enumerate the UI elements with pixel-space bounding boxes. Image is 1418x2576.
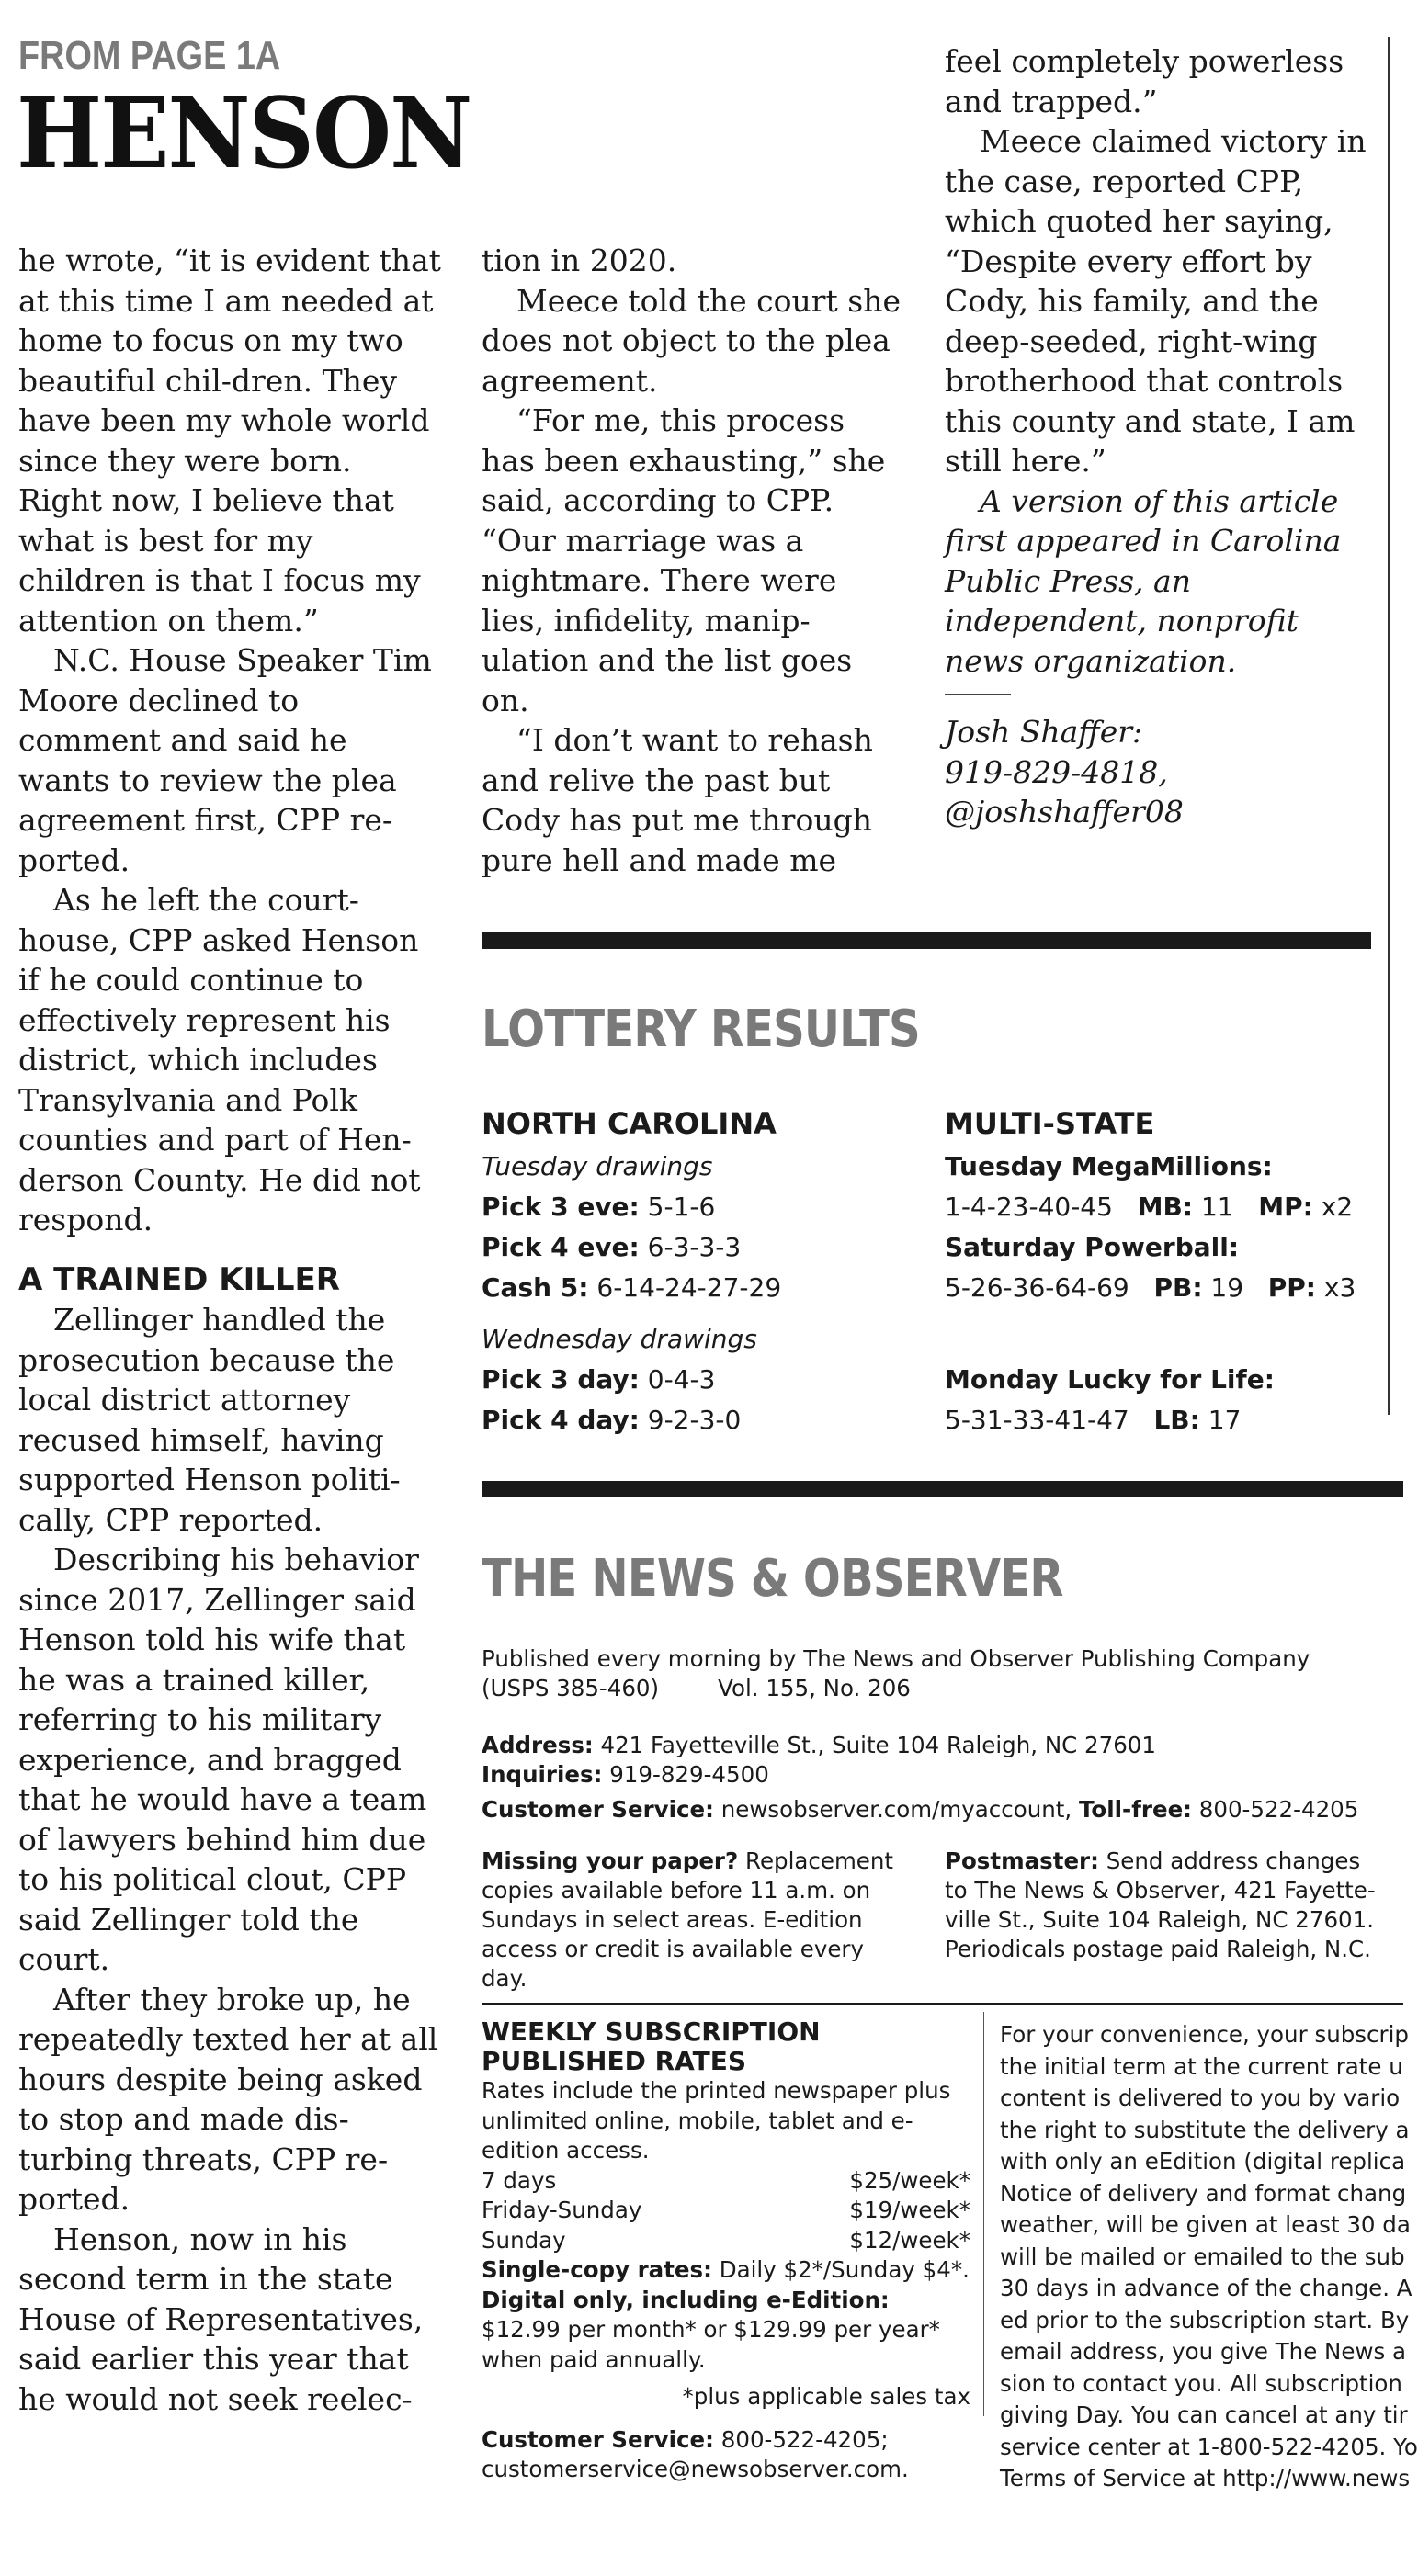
- masthead-title: THE NEWS & OBSERVER: [482, 1549, 1063, 1609]
- inquiries-line: Inquiries: 919-829-4500: [482, 1761, 769, 1788]
- notice-line: service center at 1-800-522-4205. Yo: [1000, 2433, 1418, 2460]
- postmaster-text: Postmaster: Send address changes to The News & Observer, 421 Fayette-ville St., Suite 104 Raleigh, NC 27601. Periodicals postage paid Raleigh, N.C.: [945, 1847, 1376, 1962]
- notice-line: giving Day. You can cancel at any tir: [1000, 2401, 1408, 2428]
- usps-line: (USPS 385-460) Vol. 155, No. 206: [482, 1675, 911, 1701]
- section-bar: [482, 932, 1371, 949]
- notice-line: sion to contact you. All subscription: [1000, 2369, 1402, 2397]
- article-column-3: [945, 41, 1377, 832]
- pick4-eve-row: Pick 4 eve: 6-3-3-3: [482, 1232, 742, 1262]
- column-divider: [1388, 37, 1390, 1415]
- pick3-eve-row: Pick 3 eve: 5-1-6: [482, 1192, 716, 1222]
- nc-heading: NORTH CAROLINA: [482, 1106, 777, 1141]
- subscription-customer-service: Customer Service: 800-522-4205;: [482, 2425, 889, 2453]
- divider: [945, 694, 1011, 695]
- notice-line: content is delivered to you by vario: [1000, 2085, 1401, 2111]
- notice-line: the right to substitute the delivery a: [1000, 2116, 1410, 2143]
- subscription-intro: Rates include the printed newspaper plus unlimited online, mobile, tablet and e-edition access.: [482, 2077, 951, 2164]
- subscription-email: customerservice@newsobserver.com.: [482, 2456, 909, 2482]
- multi-heading: MULTI-STATE: [945, 1106, 1155, 1141]
- paragraph: Zellinger handled the prosecution because the local district attorney recused himself, having supported Henson politi-cally, CPP reported.: [18, 1302, 401, 1538]
- notice-line: with only an eEdition (digital replica: [1000, 2148, 1406, 2175]
- article-column-2: [482, 241, 906, 880]
- byline-phone: 919-829-4818,: [945, 753, 1168, 790]
- section-bar: [482, 1481, 1403, 1497]
- paragraph: Describing his behavior since 2017, Zellinger said Henson told his wife that he was a trained killer, referring to his military experience, and bragged that he would have a team of lawyers behind him due to his political clout, CPP said Zellinger told the court.: [18, 1542, 427, 1977]
- rate-row: Sunday $12/week*: [482, 2226, 970, 2254]
- masthead-info: [482, 1644, 1403, 1825]
- subscription-heading-1: WEEKLY SUBSCRIPTION: [482, 2017, 821, 2047]
- notice-line: weather, will be given at least 30 da: [1000, 2211, 1411, 2238]
- notice-line: email address, you give The News a: [1000, 2338, 1407, 2365]
- convenience-notice: [1000, 2019, 1418, 2491]
- tax-note: *plus applicable sales tax: [682, 2383, 970, 2410]
- power-row: 5-26-36-64-69 PB: 19 PP: x3: [945, 1272, 1356, 1303]
- article-column-1: [18, 241, 443, 2419]
- paragraph: As he left the court-house, CPP asked Henson if he could continue to effectively represent his district, which includes Transylvania and Polk counties and part of Hen-derson County. He did not respond.: [18, 882, 421, 1237]
- paragraph: “I don’t want to rehash and relive the past but Cody has put me through pure hell and made me: [482, 722, 873, 878]
- notice-line: Terms of Service at http://www.news: [1000, 2465, 1411, 2491]
- notice-line: For your convenience, your subscrip: [1000, 2021, 1409, 2048]
- address-line: Address: 421 Fayetteville St., Suite 104 Raleigh, NC 27601: [482, 1732, 1156, 1758]
- single-copy-rates: Single-copy rates: Daily $2*/Sunday $4*.: [482, 2256, 970, 2283]
- spacer: [482, 1703, 1403, 1731]
- notice-line: will be mailed or emailed to the sub: [1000, 2243, 1405, 2270]
- power-label: Saturday Powerball:: [945, 1232, 1240, 1262]
- notice-line: the initial term at the current rate u: [1000, 2052, 1403, 2080]
- lucky-label: Monday Lucky for Life:: [945, 1364, 1275, 1395]
- tuesday-label: Tuesday drawings: [482, 1151, 713, 1181]
- mega-label: Tuesday MegaMillions:: [945, 1151, 1273, 1181]
- notice-line: Notice of delivery and format chang: [1000, 2179, 1407, 2207]
- subheading: A TRAINED KILLER: [18, 1260, 340, 1298]
- divider: [482, 2003, 1403, 2005]
- customer-service-line: Customer Service: newsobserver.com/myaccount, Toll-free: 800-522-4205: [482, 1796, 1359, 1823]
- paragraph: After they broke up, he repeatedly texted her at all hours despite being asked to stop and made dis-turbing threats, CPP re-ported.: [18, 1981, 438, 2217]
- missing-paper-text: Missing your paper? Replacement copies available before 11 a.m. on Sundays in select areas. E-edition access or credit is available every day.: [482, 1847, 894, 1992]
- paragraph: Meece claimed victory in the case, reported CPP, which quoted her saying, “Despite every effort by Cody, his family, and the deep-seeded, right-wing brotherhood that controls this county and state, I am still here.”: [945, 123, 1367, 479]
- headline: HENSON: [17, 75, 471, 190]
- paragraph: Meece told the court she does not object to the plea agreement.: [482, 282, 902, 399]
- mega-row: 1-4-23-40-45 MB: 11 MP: x2: [945, 1192, 1354, 1222]
- paragraph: he wrote, “it is evident that at this time I am needed at home to focus on my two beautiful chil-dren. They have been my whole world since they were born. Right now, I believe that what is best for my children is that I focus my attention on them.”: [18, 243, 441, 638]
- subscription-box: [482, 2017, 970, 2485]
- byline-handle: @joshshaffer08: [945, 794, 1184, 830]
- credit-note: A version of this article first appeared in Carolina Public Press, an independent, nonprofit news organization.: [945, 482, 1342, 679]
- spacer: [945, 1308, 1356, 1360]
- missing-paper: [482, 1847, 913, 1994]
- rate-row: 7 days $25/week*: [482, 2166, 970, 2194]
- rate-row: Friday-Sunday $19/week*: [482, 2197, 970, 2223]
- lucky-row: 5-31-33-41-47 LB: 17: [945, 1405, 1242, 1435]
- subscription-heading-2: PUBLISHED RATES: [482, 2046, 747, 2076]
- lottery-nc: [482, 1101, 781, 1441]
- cash5-row: Cash 5: 6-14-24-27-29: [482, 1272, 782, 1303]
- paragraph: feel completely powerless and trapped.”: [945, 43, 1344, 119]
- lottery-multistate: [945, 1101, 1356, 1441]
- box-divider: [983, 2012, 984, 2416]
- kicker: FROM PAGE 1A: [18, 33, 281, 78]
- paragraph: tion in 2020.: [482, 243, 677, 278]
- digital-rates: Digital only, including e-Edition: $12.99 per month* or $129.99 per year* when paid annually.: [482, 2286, 940, 2373]
- notice-line: ed prior to the subscription start. By: [1000, 2306, 1410, 2333]
- pick4-day-row: Pick 4 day: 9-2-3-0: [482, 1405, 742, 1435]
- pick3-day-row: Pick 3 day: 0-4-3: [482, 1364, 716, 1395]
- lottery-title: LOTTERY RESULTS: [482, 1000, 920, 1059]
- published-line: Published every morning by The News and Observer Publishing Company: [482, 1645, 1310, 1672]
- paragraph: Henson, now in his second term in the state House of Representatives, said earlier this year that he would not seek reelec-: [18, 2220, 424, 2417]
- paragraph: “For me, this process has been exhausting,” she said, according to CPP. “Our marriage was a nightmare. There were lies, infidelity, manip-ulation and the list goes on.: [482, 402, 886, 718]
- postmaster: [945, 1847, 1386, 1964]
- notice-line: 30 days in advance of the change. A: [1000, 2275, 1412, 2301]
- wednesday-label: Wednesday drawings: [482, 1324, 757, 1354]
- paragraph: N.C. House Speaker Tim Moore declined to comment and said he wants to review the plea agreement first, CPP re-ported.: [18, 642, 432, 878]
- byline-name: Josh Shaffer:: [945, 714, 1143, 750]
